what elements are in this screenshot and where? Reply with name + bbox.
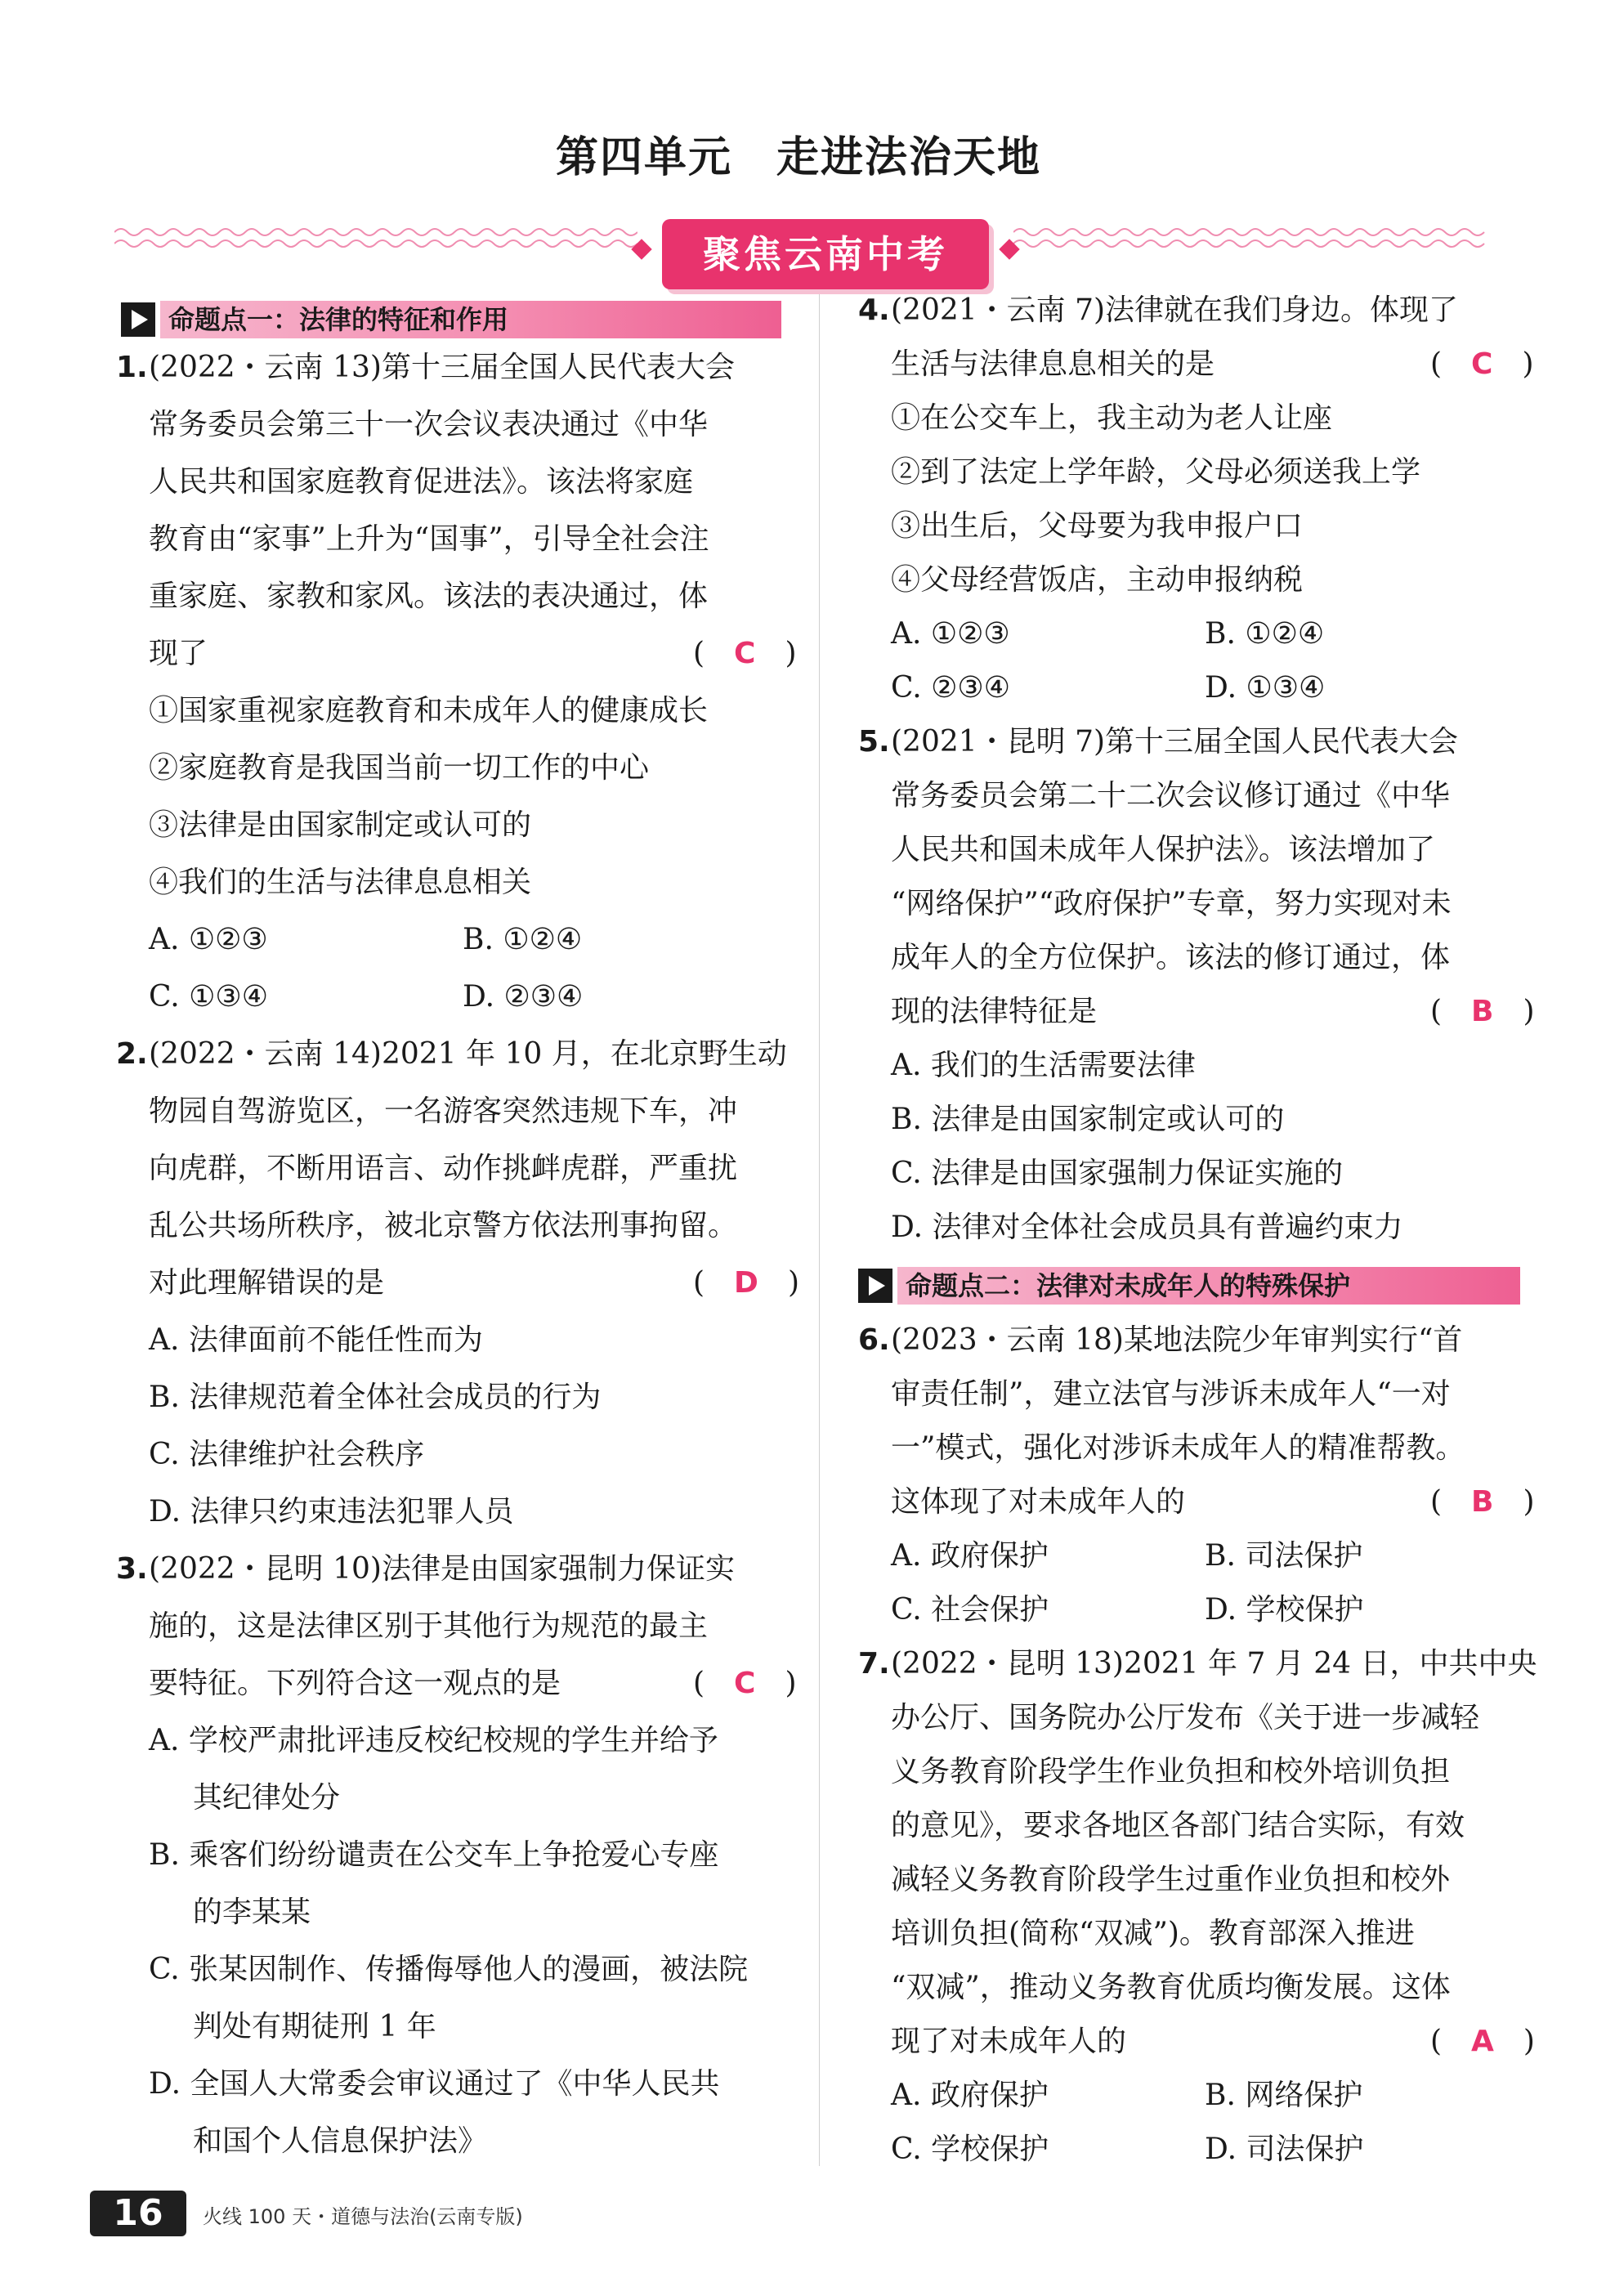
question-stem-line: 教育由“家事”上升为“国事”，引导全社会注 (149, 522, 709, 556)
question-number: 4. (858, 293, 890, 327)
option-continuation: 的李某某 (193, 1895, 311, 1929)
question-stem-line: 办公厅、国务院办公厅发布《关于进一步减轻 (891, 1701, 1480, 1734)
answer-bracket: ( B ) (1430, 995, 1535, 1028)
statement: ③法律是由国家制定或认可的 (149, 808, 532, 842)
question-number: 3. (116, 1552, 148, 1586)
option: C. 学校保护 (891, 2133, 1049, 2166)
answer-bracket: ( B ) (1430, 1485, 1535, 1519)
option: B. 司法保护 (1205, 1539, 1363, 1573)
statement: ④父母经营饭店，主动申报纳税 (891, 563, 1304, 597)
option: B. 网络保护 (1205, 2079, 1363, 2112)
option-continuation: 和国个人信息保护法》 (193, 2124, 488, 2158)
answer-letter: B (1471, 995, 1494, 1028)
section-header-2 (858, 1267, 1520, 1305)
question-stem-line: 现的法律特征是 (891, 995, 1098, 1028)
question-stem-line: 要特征。下列符合这一观点的是 (149, 1667, 561, 1700)
question-stem-line: 审责任制”，建立法官与涉诉未成年人“一对 (891, 1377, 1451, 1411)
option: A. 政府保护 (891, 1539, 1049, 1573)
option-continuation: 判处有期徒刑 1 年 (193, 2010, 436, 2043)
play-triangle-icon (121, 302, 155, 337)
unit-title: 第四单元 走进法治天地 (555, 132, 1041, 182)
answer-bracket: ( C ) (1430, 347, 1534, 381)
question-stem-line: “网络保护”“政府保护”专章，努力实现对未 (891, 887, 1452, 920)
option: A. 学校严肃批评违反校纪校规的学生并给予 (149, 1724, 718, 1757)
option: D. 全国人大常委会审议通过了《中华人民共 (149, 2067, 720, 2101)
decorative-wave-left (114, 222, 637, 255)
focus-banner: 聚焦云南中考 (662, 219, 989, 289)
question-stem-line: 成年人的全方位保护。该法的修订通过，体 (891, 941, 1451, 974)
question-stem-line: 对此理解错误的是 (149, 1266, 385, 1300)
question-number: 2. (116, 1037, 148, 1071)
question-stem-line: 常务委员会第三十一次会议表决通过《中华 (149, 408, 709, 441)
option: C. 法律维护社会秩序 (149, 1438, 425, 1471)
page-number: 16 (90, 2191, 186, 2236)
play-triangle-icon (858, 1269, 892, 1303)
option: A. 我们的生活需要法律 (891, 1049, 1196, 1082)
question-stem-line: 乱公共场所秩序，被北京警方依法刑事拘留。 (149, 1209, 738, 1242)
option: D. 法律对全体社会成员具有普遍约束力 (891, 1211, 1403, 1244)
statement: ②家庭教育是我国当前一切工作的中心 (149, 751, 650, 785)
question-stem-line: 现了对未成年人的 (891, 2025, 1127, 2058)
option: C. 社会保护 (891, 1593, 1049, 1627)
question-stem-line: 培训负担(简称“双减”)。教育部深入推进 (891, 1917, 1415, 1950)
book-title: 火线 100 天・道德与法治(云南专版) (203, 2205, 523, 2228)
question-number: 5. (858, 725, 890, 759)
option: D. 法律只约束违法犯罪人员 (149, 1495, 514, 1528)
option: A. ①②③ (149, 923, 268, 956)
answer-letter: A (1471, 2025, 1494, 2058)
statement: ②到了法定上学年龄，父母必须送我上学 (891, 455, 1421, 489)
question-stem-line: “双减”，推动义务教育优质均衡发展。这体 (891, 1971, 1451, 2004)
option: D. 司法保护 (1205, 2133, 1364, 2166)
answer-letter: C (734, 1667, 756, 1700)
answer-letter: C (1471, 347, 1493, 381)
statement: ④我们的生活与法律息息相关 (149, 866, 532, 899)
section-label: 命题点二：法律对未成年人的特殊保护 (897, 1267, 1520, 1305)
option: C. 法律是由国家强制力保证实施的 (891, 1157, 1344, 1190)
answer-letter: B (1471, 1485, 1494, 1519)
option: C. ①③④ (149, 980, 268, 1014)
question-stem-line: (2022・云南 14)2021 年 10 月，在北京野生动 (149, 1037, 787, 1071)
option: D. ①③④ (1205, 671, 1326, 705)
answer-bracket: ( C ) (693, 637, 797, 670)
question-stem-line: (2021・云南 7)法律就在我们身边。体现了 (891, 293, 1459, 327)
option: B. ①②④ (1205, 617, 1325, 651)
question-stem-line: 常务委员会第二十二次会议修订通过《中华 (891, 779, 1451, 812)
question-stem-line: 义务教育阶段学生作业负担和校外培训负担 (891, 1755, 1451, 1788)
question-stem-line: 物园自驾游览区，一名游客突然违规下车，冲 (149, 1094, 738, 1128)
statement: ③出生后，父母要为我申报户口 (891, 509, 1304, 543)
section-header-1 (121, 301, 781, 338)
question-stem-line: 施的，这是法律区别于其他行为规范的最主 (149, 1609, 709, 1643)
answer-letter: C (734, 637, 756, 670)
question-stem-line: 的意见》，要求各地区各部门结合实际，有效 (891, 1809, 1465, 1842)
option-continuation: 其纪律处分 (193, 1781, 341, 1815)
column-divider (819, 294, 820, 2166)
option: B. ①②④ (463, 923, 583, 956)
option: D. 学校保护 (1205, 1593, 1364, 1627)
question-stem-line: (2023・云南 18)某地法院少年审判实行“首 (891, 1323, 1463, 1357)
question-stem-line: 减轻义务教育阶段学生过重作业负担和校外 (891, 1863, 1451, 1896)
question-stem-line: (2022・昆明 13)2021 年 7 月 24 日，中共中央 (891, 1647, 1537, 1681)
question-stem-line: (2022・云南 13)第十三届全国人民代表大会 (149, 351, 735, 384)
question-stem-line: 一”模式，强化对涉诉未成年人的精准帮教。 (891, 1431, 1465, 1465)
question-stem-line: 现了 (149, 637, 208, 670)
section-label: 命题点一：法律的特征和作用 (160, 301, 781, 338)
statement: ①国家重视家庭教育和未成年人的健康成长 (149, 694, 709, 727)
answer-bracket: ( A ) (1430, 2025, 1535, 2058)
question-stem-line: 人民共和国未成年人保护法》。该法增加了 (891, 833, 1436, 866)
option: A. 政府保护 (891, 2079, 1049, 2112)
option: B. 法律规范着全体社会成员的行为 (149, 1381, 602, 1414)
answer-letter: D (734, 1266, 758, 1300)
option: C. ②③④ (891, 671, 1010, 705)
option: A. ①②③ (891, 617, 1010, 651)
question-stem-line: 人民共和国家庭教育促进法》。该法将家庭 (149, 465, 694, 499)
question-stem-line: 这体现了对未成年人的 (891, 1485, 1186, 1519)
decorative-wave-right (1013, 222, 1487, 255)
option: B. 法律是由国家制定或认可的 (891, 1103, 1285, 1136)
option: B. 乘客们纷纷谴责在公交车上争抢爱心专座 (149, 1838, 719, 1872)
statement: ①在公交车上，我主动为老人让座 (891, 401, 1333, 435)
question-stem-line: (2021・昆明 7)第十三届全国人民代表大会 (891, 725, 1459, 759)
question-number: 1. (116, 351, 148, 384)
option: A. 法律面前不能任性而为 (149, 1323, 483, 1357)
answer-bracket: ( D ) (693, 1266, 799, 1300)
question-stem-line: 生活与法律息息相关的是 (891, 347, 1215, 381)
option: D. ②③④ (463, 980, 584, 1014)
question-stem-line: (2022・昆明 10)法律是由国家强制力保证实 (149, 1552, 735, 1586)
question-number: 6. (858, 1323, 890, 1357)
question-number: 7. (858, 1647, 890, 1681)
answer-bracket: ( C ) (693, 1667, 797, 1700)
question-stem-line: 重家庭、家教和家风。该法的表决通过，体 (149, 580, 709, 613)
option: C. 张某因制作、传播侮辱他人的漫画，被法院 (149, 1953, 749, 1986)
question-stem-line: 向虎群，不断用语言、动作挑衅虎群，严重扰 (149, 1152, 738, 1185)
